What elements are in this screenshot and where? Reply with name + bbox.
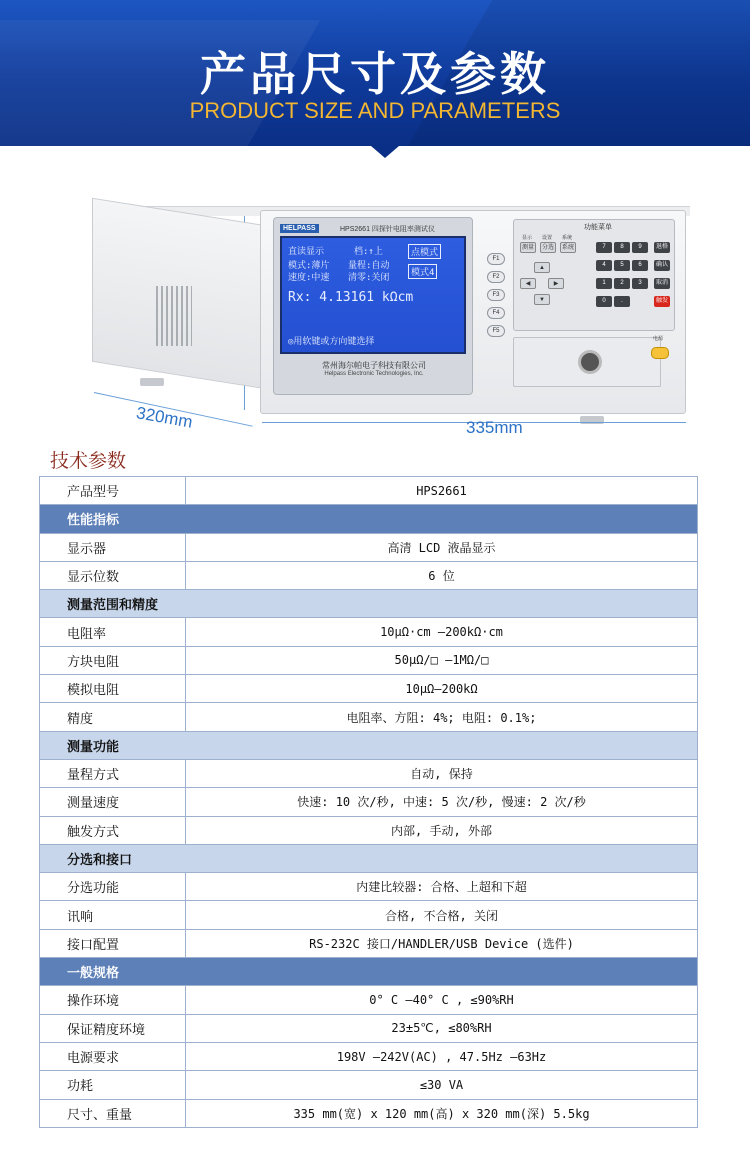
spec-value: 6 位 xyxy=(186,561,698,589)
spec-key: 显示器 xyxy=(40,533,186,561)
lcd-line: 模式:薄片 xyxy=(288,261,330,271)
lcd-line: 档:↑上 xyxy=(354,247,383,257)
spec-value: HPS2661 xyxy=(186,477,698,505)
section-header-row xyxy=(40,505,698,533)
spec-key: 尺寸、重量 xyxy=(40,1099,186,1127)
spec-value: 198V —242V(AC) , 47.5Hz —63Hz xyxy=(186,1042,698,1070)
table-row xyxy=(40,901,698,929)
digit-6-key[interactable]: 6 xyxy=(632,260,648,271)
lcd-softkey: 模式4 xyxy=(408,264,437,279)
spec-key: 产品型号 xyxy=(40,477,186,505)
spec-value: 10μΩ—200kΩ xyxy=(186,675,698,703)
spec-key: 分选功能 xyxy=(40,873,186,901)
section-header: 测量范围和精度 xyxy=(40,590,698,618)
keypad-label: 设置 xyxy=(542,235,553,241)
lcd-line: 直读显示 xyxy=(288,247,325,257)
lcd-line: 速度:中速 xyxy=(288,273,330,283)
digit-3-key[interactable]: 3 xyxy=(632,278,648,289)
table-row xyxy=(40,1014,698,1042)
system-key[interactable]: 系统 xyxy=(560,242,576,253)
spec-value: 高清 LCD 液晶显示 xyxy=(186,533,698,561)
keypad-title: 功能菜单 xyxy=(584,223,612,231)
spec-key: 保证精度环境 xyxy=(40,1014,186,1042)
display-bezel xyxy=(273,217,473,395)
spec-value: 内部, 手动, 外部 xyxy=(186,816,698,844)
table-row xyxy=(40,759,698,787)
f3-key[interactable]: F3 xyxy=(487,289,505,301)
spec-key: 量程方式 xyxy=(40,759,186,787)
spec-value: 50μΩ/□ —1MΩ/□ xyxy=(186,646,698,674)
f5-key[interactable]: F5 xyxy=(487,325,505,337)
lcd-line: 清零:关闭 xyxy=(348,273,390,283)
table-row xyxy=(40,618,698,646)
table-row xyxy=(40,929,698,957)
keypad-panel xyxy=(513,219,675,331)
spec-key: 接口配置 xyxy=(40,929,186,957)
company-name: 常州海尔帕电子科技有限公司 xyxy=(322,361,426,370)
width-dimension-label: 335mm xyxy=(466,418,523,437)
f2-key[interactable]: F2 xyxy=(487,271,505,283)
f4-key[interactable]: F4 xyxy=(487,307,505,319)
table-row xyxy=(40,816,698,844)
sort-key[interactable]: 分选 xyxy=(540,242,556,253)
specs-title: 技术参数 xyxy=(50,450,127,472)
spec-key: 触发方式 xyxy=(40,816,186,844)
lcd-reading: Rx: 4.13161 kΩcm xyxy=(288,290,414,305)
function-keys xyxy=(487,253,505,343)
lcd-screen xyxy=(280,236,466,354)
arrow-right-key[interactable]: ▶ xyxy=(548,278,564,289)
lcd-softkey: 点模式 xyxy=(408,244,441,259)
trigger-key[interactable]: 触发 xyxy=(654,296,670,307)
spec-key: 功耗 xyxy=(40,1071,186,1099)
spec-value: 合格, 不合格, 关闭 xyxy=(186,901,698,929)
spec-value: 335 mm(宽) x 120 mm(高) x 320 mm(深) 5.5kg xyxy=(186,1099,698,1127)
spec-key: 精度 xyxy=(40,703,186,731)
spec-key: 方块电阻 xyxy=(40,646,186,674)
spec-key: 电阻率 xyxy=(40,618,186,646)
keypad-label: 系统 xyxy=(562,235,573,241)
digit-0-key[interactable]: 0 xyxy=(596,296,612,307)
page-title: 产品尺寸及参数 xyxy=(200,47,550,101)
section-header-row xyxy=(40,590,698,618)
spec-value: 电阻率、方阻: 4%; 电阻: 0.1%; xyxy=(186,703,698,731)
lcd-line: 量程:自动 xyxy=(348,261,390,271)
table-row xyxy=(40,561,698,589)
header-banner xyxy=(0,0,750,146)
decimal-key[interactable]: . xyxy=(614,296,630,307)
cancel-key[interactable]: 取消 xyxy=(654,278,670,289)
banner-notch xyxy=(371,146,399,158)
table-row xyxy=(40,1042,698,1070)
table-row xyxy=(40,477,698,505)
spec-value: 自动, 保持 xyxy=(186,759,698,787)
spec-key: 讯响 xyxy=(40,901,186,929)
probe-connector-panel xyxy=(513,336,664,387)
keypad-label: 显示 xyxy=(522,235,533,241)
section-header-row xyxy=(40,731,698,759)
instrument-front-panel xyxy=(260,210,686,414)
table-row xyxy=(40,703,698,731)
section-header: 性能指标 xyxy=(40,505,698,533)
table-row xyxy=(40,986,698,1014)
f1-key[interactable]: F1 xyxy=(487,253,505,265)
section-header: 分选和接口 xyxy=(40,844,698,872)
digit-5-key[interactable]: 5 xyxy=(614,260,630,271)
spec-value: 内建比较器: 合格、上超和下超 xyxy=(186,873,698,901)
table-row xyxy=(40,788,698,816)
digit-8-key[interactable]: 8 xyxy=(614,242,630,253)
table-row xyxy=(40,646,698,674)
confirm-key[interactable]: 确认 xyxy=(654,260,670,271)
measure-key[interactable]: 测量 xyxy=(520,242,536,253)
digit-2-key[interactable]: 2 xyxy=(614,278,630,289)
spec-value: 0° C —40° C , ≤90%RH xyxy=(186,986,698,1014)
spec-value: 快速: 10 次/秒, 中速: 5 次/秒, 慢速: 2 次/秒 xyxy=(186,788,698,816)
spec-key: 模拟电阻 xyxy=(40,675,186,703)
spec-value: ≤30 VA xyxy=(186,1071,698,1099)
product-illustration xyxy=(0,160,750,460)
side-vents xyxy=(156,286,192,346)
case-foot xyxy=(140,378,164,386)
backspace-key[interactable]: 退格 xyxy=(654,242,670,253)
section-header: 一般规格 xyxy=(40,958,698,986)
arrow-up-key[interactable]: ▲ xyxy=(534,262,550,273)
spec-key: 电源要求 xyxy=(40,1042,186,1070)
model-label: HPS2661 四探针电阻率测试仪 xyxy=(340,226,435,233)
arrow-down-key[interactable]: ▼ xyxy=(534,294,550,305)
spec-value: 23±5℃, ≤80%RH xyxy=(186,1014,698,1042)
page-subtitle: PRODUCT SIZE AND PARAMETERS xyxy=(189,98,561,123)
power-button[interactable] xyxy=(651,347,669,359)
table-row xyxy=(40,873,698,901)
lcd-hint: ◎用软键或方向键选择 xyxy=(288,337,375,347)
spec-key: 显示位数 xyxy=(40,561,186,589)
digit-4-key[interactable]: 4 xyxy=(596,260,612,271)
spec-value: RS-232C 接口/HANDLER/USB Device (选件) xyxy=(186,929,698,957)
probe-connector-icon xyxy=(578,350,602,374)
table-row xyxy=(40,1099,698,1127)
arrow-left-key[interactable]: ◀ xyxy=(520,278,536,289)
table-row xyxy=(40,675,698,703)
spec-key: 操作环境 xyxy=(40,986,186,1014)
section-header: 测量功能 xyxy=(40,731,698,759)
spec-value: 10μΩ·cm —200kΩ·cm xyxy=(186,618,698,646)
section-header-row xyxy=(40,844,698,872)
section-header-row xyxy=(40,958,698,986)
brand-logo: HELPASS xyxy=(280,224,319,233)
digit-7-key[interactable]: 7 xyxy=(596,242,612,253)
table-row xyxy=(40,533,698,561)
depth-dimension-label: 320mm xyxy=(134,403,194,432)
company-name-en: Helpass Electronic Technologies, Inc. xyxy=(324,371,424,377)
specs-table xyxy=(39,476,698,1128)
table-row xyxy=(40,1071,698,1099)
digit-9-key[interactable]: 9 xyxy=(632,242,648,253)
digit-1-key[interactable]: 1 xyxy=(596,278,612,289)
spec-key: 测量速度 xyxy=(40,788,186,816)
power-label: 电源 xyxy=(653,336,664,342)
